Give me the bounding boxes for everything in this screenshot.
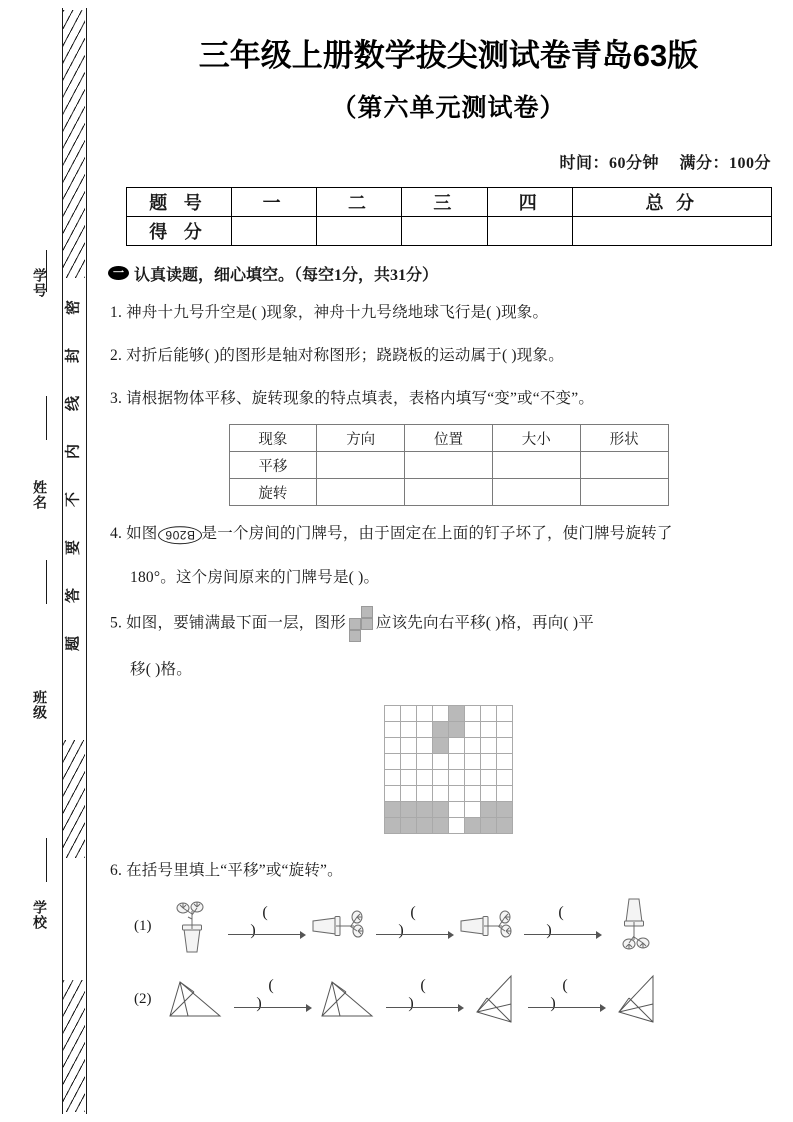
tile-grid-cell-6-1[interactable] [401,801,417,817]
question-6-item-2-blank-1[interactable] [228,977,314,1021]
score-value-4[interactable] [487,216,572,245]
tile-grid-cell-4-0[interactable] [385,769,401,785]
tile-grid-row [385,769,513,785]
char-header-0: 现象 [229,425,317,452]
arrow-line-6 [528,1007,602,1008]
arrow-line-4 [234,1007,308,1008]
blank-paren-1: ( ) [250,904,292,940]
flowerpot-translated-icon [458,897,516,955]
section-heading-one [108,262,793,285]
question-1: 1. 神舟十九号升空是( )现象，神舟十九号绕地球飞行是( )现象。 [110,303,549,321]
tile-grid-cell-7-0[interactable] [385,817,401,833]
tile-grid-cell-3-6[interactable] [481,753,497,769]
tile-grid-cell-6-4[interactable] [449,801,465,817]
arrow-line-5 [386,1007,460,1008]
score-table [126,187,772,246]
question-6: 6. 在括号里填上“平移”或“旋转”。 [110,861,343,879]
tile-grid-cell-5-6[interactable] [481,785,497,801]
tile-grid-cell-6-7[interactable] [497,801,513,817]
arrow-head-2 [448,931,454,939]
tile-grid-cell-0-0[interactable] [385,705,401,721]
triangle-figure-4-icon [610,970,662,1028]
tile-grid-cell-7-7[interactable] [497,817,513,833]
tile-grid-cell-7-1[interactable] [401,817,417,833]
page-subtitle: （第六单元测试卷） [331,93,566,122]
question-6-item-2-blank-3[interactable] [522,977,608,1021]
field-label-class: 班级 [31,690,46,720]
tile-grid-cell-5-2[interactable] [417,785,433,801]
tile-grid-cell-6-0[interactable] [385,801,401,817]
tile-grid-cell-7-3[interactable] [433,817,449,833]
tile-grid-cell-0-6[interactable] [481,705,497,721]
tile-grid-cell-1-6[interactable] [481,721,497,737]
tile-grid-cell-2-7[interactable] [497,737,513,753]
triangle-figure-2-icon [316,976,378,1022]
tile-grid-cell-1-7[interactable] [497,721,513,737]
tile-grid-cell-0-4[interactable] [449,705,465,721]
seal-hatch-bottom [63,980,85,1112]
blank-paren-4: ( ) [256,977,298,1013]
tile-grid[interactable] [384,705,513,834]
tile-grid-cell-1-1[interactable] [401,721,417,737]
tile-grid-cell-5-0[interactable] [385,785,401,801]
tile-grid-cell-3-0[interactable] [385,753,401,769]
tile-grid-row [385,817,513,833]
tile-grid-cell-4-1[interactable] [401,769,417,785]
arrow-head-6 [600,1004,606,1012]
question-6-item-1-blank-2[interactable] [370,904,456,948]
char-row-1-cell-1[interactable] [405,479,493,506]
score-table-row-head-1: 题 号 [126,187,231,216]
tile-grid-row [385,737,513,753]
blank-paren-6: ( ) [550,977,592,1013]
tile-grid-cell-5-1[interactable] [401,785,417,801]
char-row-1-cell-3[interactable] [580,479,668,506]
seal-char-7: 题 [65,636,82,652]
question-5-line2: 移( )格。 [130,660,192,678]
char-header-2: 位置 [405,425,493,452]
arrow-head-4 [306,1004,312,1012]
char-header-4: 形状 [580,425,668,452]
arrow-head-1 [300,931,306,939]
blank-paren-5: ( ) [408,977,450,1013]
tile-grid-row [385,801,513,817]
triangle-figure-1-icon [164,976,226,1022]
section-bullet-icon: 一 [108,266,129,280]
question-6-item-1 [134,896,793,956]
question-6-item-1-blank-3[interactable] [518,904,604,948]
char-row-1-cell-0[interactable] [317,479,405,506]
tile-grid-cell-2-2[interactable] [417,737,433,753]
tile-grid-cell-7-2[interactable] [417,817,433,833]
tile-grid-cell-2-6[interactable] [481,737,497,753]
tile-grid-cell-6-5[interactable] [465,801,481,817]
char-row-0-cell-3[interactable] [580,452,668,479]
score-value-total[interactable] [572,216,771,245]
question-4 [110,519,793,549]
tile-grid-cell-4-7[interactable] [497,769,513,785]
score-value-2[interactable] [316,216,401,245]
score-col-1: 一 [231,187,316,216]
tile-grid-wrap [104,705,793,834]
tile-grid-cell-4-3[interactable] [433,769,449,785]
tile-grid-cell-2-0[interactable] [385,737,401,753]
seal-char-4: 不 [65,492,82,508]
flowerpot-inverted-icon [606,896,662,956]
score-value-1[interactable] [231,216,316,245]
tile-grid-cell-3-7[interactable] [497,753,513,769]
char-row-1-cell-2[interactable] [492,479,580,506]
field-line-class [46,560,47,604]
characteristics-header-row [229,425,668,452]
flowerpot-rotated-90-icon [310,897,368,955]
tile-grid-cell-3-3[interactable] [433,753,449,769]
question-6-item-2-blank-2[interactable] [380,977,466,1021]
tile-grid-row [385,753,513,769]
blank-paren-3: ( ) [546,904,588,940]
exam-meta [104,150,771,173]
char-row-0-cell-1[interactable] [405,452,493,479]
char-header-3: 大小 [492,425,580,452]
question-5 [110,606,793,642]
tile-grid-cell-7-5[interactable] [465,817,481,833]
score-col-total: 总 分 [572,187,771,216]
table-row [229,452,668,479]
tile-grid-cell-4-5[interactable] [465,769,481,785]
char-row-0-name: 平移 [229,452,317,479]
tile-grid-cell-7-6[interactable] [481,817,497,833]
char-row-0-cell-2[interactable] [492,452,580,479]
char-row-0-cell-0[interactable] [317,452,405,479]
page-title: 三年级上册数学拔尖测试卷青岛63版 [198,38,699,73]
arrow-head-5 [458,1004,464,1012]
question-4-text-after: 是一个房间的门牌号，由于固定在上面的钉子坏了，使门牌号旋转了 [201,525,673,543]
question-6-item-2-label: (2) [134,990,152,1007]
tile-grid-cell-3-5[interactable] [465,753,481,769]
field-line-name [46,396,47,440]
s-tetromino-icon [349,606,373,642]
section-heading-one-text: 认真读题，细心填空。（每空1分，共31分） [134,266,439,284]
char-row-1-name: 旋转 [229,479,317,506]
tile-grid-row [385,721,513,737]
seal-char-6: 答 [65,588,82,604]
tile-grid-cell-4-6[interactable] [481,769,497,785]
tile-grid-cell-1-2[interactable] [417,721,433,737]
tile-grid-cell-6-3[interactable] [433,801,449,817]
table-row [229,479,668,506]
tile-grid-cell-4-4[interactable] [449,769,465,785]
question-6-item-1-label: (1) [134,917,152,934]
tile-grid-cell-5-7[interactable] [497,785,513,801]
tile-grid-cell-0-5[interactable] [465,705,481,721]
tile-grid-cell-4-2[interactable] [417,769,433,785]
characteristics-table [229,424,669,506]
exam-sheet [104,0,793,1122]
question-6-item-2 [134,970,793,1028]
seal-rule-inner [86,8,87,1114]
seal-char-1: 封 [65,348,82,364]
seal-char-2: 线 [65,396,82,412]
tile-grid-cell-1-4[interactable] [449,721,465,737]
seal-char-5: 要 [65,540,82,556]
field-line-school [46,838,47,882]
question-6-item-1-blank-1[interactable] [222,904,308,948]
score-table-header-row [126,187,771,216]
score-col-4: 四 [487,187,572,216]
question-5-text-after: 应该先向右平移( )格，再向( )平 [375,614,594,632]
tile-grid-cell-2-5[interactable] [465,737,481,753]
tile-grid-cell-2-3[interactable] [433,737,449,753]
question-4-text-before: 4. 如图 [110,525,158,543]
tile-grid-cell-0-3[interactable] [433,705,449,721]
door-plate-figure: B206 [158,526,202,544]
arrow-line-2 [376,934,450,935]
score-table-value-row [126,216,771,245]
field-label-student-id: 学号 [31,268,46,298]
exam-full-marks: 满分：100分 [679,154,771,172]
tile-grid-cell-6-6[interactable] [481,801,497,817]
char-header-1: 方向 [317,425,405,452]
flowerpot-upright-icon [164,897,220,955]
question-2: 2. 对折后能够( )的图形是轴对称图形；跷跷板的运动属于( )现象。 [110,346,564,364]
tile-grid-cell-2-1[interactable] [401,737,417,753]
seal-hatch-top [63,10,85,278]
field-label-name: 姓名 [31,480,46,510]
arrow-line-3 [524,934,598,935]
tile-grid-cell-0-7[interactable] [497,705,513,721]
question-4-line2: 180°。这个房间原来的门牌号是( )。 [130,568,380,586]
tile-grid-cell-5-5[interactable] [465,785,481,801]
tile-grid-cell-5-4[interactable] [449,785,465,801]
tile-grid-cell-3-2[interactable] [417,753,433,769]
tile-grid-cell-0-1[interactable] [401,705,417,721]
field-label-school: 学校 [31,900,46,930]
seal-char-0: 密 [65,300,82,316]
score-table-row-head-2: 得 分 [126,216,231,245]
tile-grid-cell-3-4[interactable] [449,753,465,769]
arrow-line-1 [228,934,302,935]
seal-hatch-middle [63,740,85,858]
question-3: 3. 请根据物体平移、旋转现象的特点填表，表格内填写“变”或“不变”。 [110,390,595,408]
exam-duration: 时间：60分钟 [559,154,659,172]
score-col-2: 二 [316,187,401,216]
blank-paren-2: ( ) [398,904,440,940]
tile-grid-cell-5-3[interactable] [433,785,449,801]
tile-grid-cell-2-4[interactable] [449,737,465,753]
tile-grid-cell-1-5[interactable] [465,721,481,737]
score-col-3: 三 [402,187,487,216]
arrow-head-3 [596,931,602,939]
tile-grid-cell-1-3[interactable] [433,721,449,737]
tile-grid-cell-1-0[interactable] [385,721,401,737]
tile-grid-row [385,705,513,721]
triangle-figure-3-icon [468,970,520,1028]
tile-grid-cell-6-2[interactable] [417,801,433,817]
seal-char-3: 内 [65,444,82,460]
tile-grid-cell-3-1[interactable] [401,753,417,769]
score-value-3[interactable] [402,216,487,245]
question-5-text-before: 5. 如图，要铺满最下面一层，图形 [110,614,346,632]
tile-grid-row [385,785,513,801]
seal-band [0,0,100,1122]
tile-grid-cell-7-4[interactable] [449,817,465,833]
tile-grid-cell-0-2[interactable] [417,705,433,721]
